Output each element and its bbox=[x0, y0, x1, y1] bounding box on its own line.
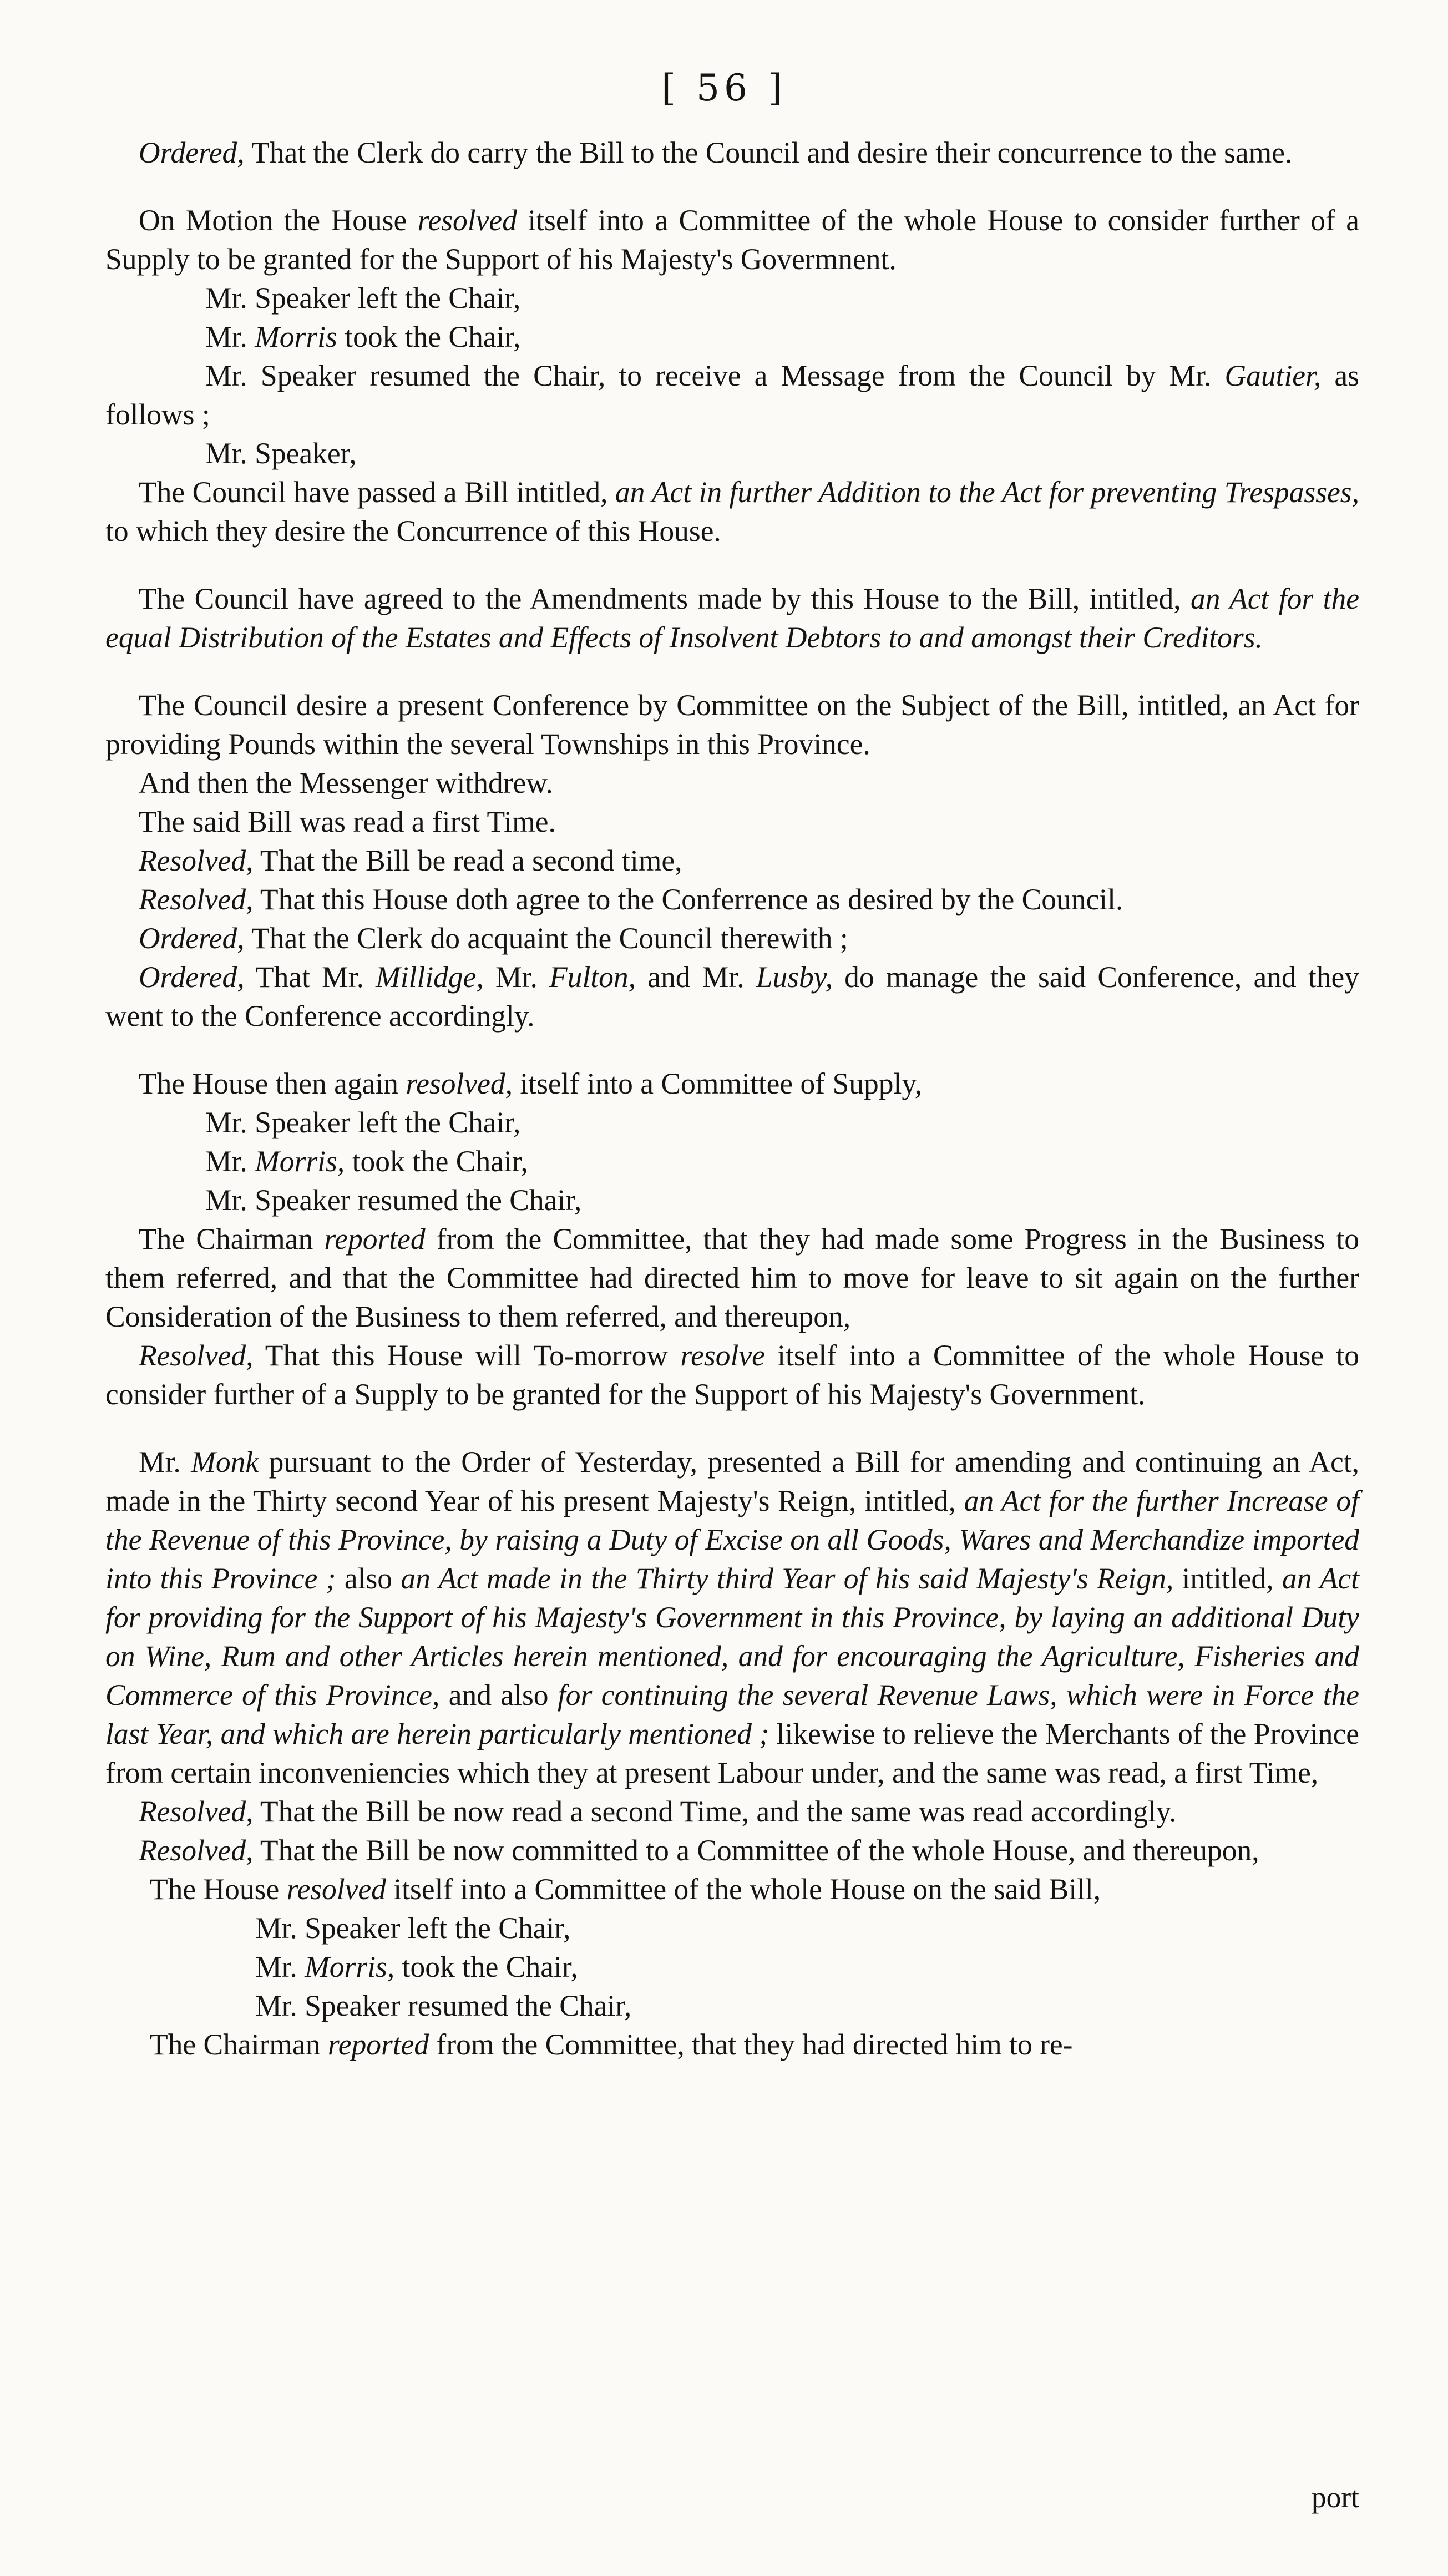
text-run: Mr. Speaker resumed the Chair, to receive a Message from the Council by Mr. bbox=[205, 359, 1225, 392]
text-run: itself into a Committee of the whole House to consider further of a Supply to be granted for the Support of his Majesty's Govermnent. bbox=[105, 204, 1360, 276]
text-run: Mr. bbox=[483, 960, 550, 994]
text-run: The House then again bbox=[139, 1067, 406, 1100]
text-run: That the Bill be now committed to a Committee of the whole House, and thereupon, bbox=[253, 1834, 1259, 1867]
text-run: That this House doth agree to the Conferrence as desired by the Council. bbox=[253, 883, 1123, 916]
paragraph bbox=[105, 1870, 1359, 1909]
text-run: and also bbox=[439, 1678, 558, 1712]
paragraph bbox=[105, 763, 1359, 802]
text-run: And then the Messenger withdrew. bbox=[139, 766, 553, 799]
italic-text: Millidge, bbox=[376, 960, 484, 994]
text-run: On Motion the House bbox=[139, 204, 418, 237]
catchword: port bbox=[1311, 2481, 1359, 2514]
italic-text: an Act for the equal Distribution of the Estates and Effects of Insolvent Debtors to and amongst their Creditors. bbox=[105, 582, 1359, 654]
paragraph bbox=[105, 880, 1359, 919]
paragraph bbox=[105, 579, 1359, 657]
italic-text: for continuing the several Revenue Laws, which were in Force the last Year, and which are herein particularly mentioned ; bbox=[105, 1678, 1359, 1750]
italic-text: Resolved, bbox=[139, 844, 254, 877]
text-run: The Council desire a present Conference by Committee on the Subject of the Bill, intitled, an Act for providing Pounds within the several Townships in this Province. bbox=[105, 689, 1359, 761]
text-run: Mr. bbox=[139, 1445, 191, 1479]
text-run: Mr. Speaker left the Chair, bbox=[205, 1106, 521, 1139]
italic-text: an Act for providing for the Support of his Majesty's Government in this Province, by laying an additional Duty on Wine, Rum and other Articles herein mentioned, and for encouraging the Agriculture, Fisheries and Commerce of this Province, bbox=[105, 1562, 1360, 1712]
italic-text: Fulton, bbox=[549, 960, 636, 994]
italic-text: Monk bbox=[191, 1445, 259, 1479]
paragraph bbox=[105, 279, 1359, 317]
italic-text: Resolved, bbox=[139, 1834, 254, 1867]
italic-text: Ordered, bbox=[139, 960, 245, 994]
text-run: intitled, bbox=[1173, 1562, 1282, 1595]
text-run: The House bbox=[150, 1872, 287, 1906]
text-run: The Council have agreed to the Amendments made by this House to the Bill, intitled, bbox=[139, 582, 1191, 615]
paragraph bbox=[105, 919, 1359, 958]
text-run: The Council have passed a Bill intitled, bbox=[139, 475, 615, 509]
paragraph bbox=[105, 686, 1359, 763]
paragraph bbox=[105, 1443, 1359, 1792]
paragraph bbox=[105, 1142, 1359, 1181]
paragraph bbox=[105, 802, 1359, 841]
paragraph bbox=[105, 1986, 1359, 2025]
text-run: took the Chair, bbox=[345, 1145, 528, 1178]
italic-text: resolved bbox=[286, 1872, 386, 1906]
text-run: Mr. Speaker, bbox=[205, 437, 357, 470]
text-run: That the Clerk do acquaint the Council therewith ; bbox=[244, 922, 848, 955]
italic-text: Resolved, bbox=[139, 883, 254, 916]
text-run: as follows ; bbox=[105, 359, 1359, 431]
italic-text: an Act made in the Thirty third Year of his said Majesty's Reign, bbox=[401, 1562, 1174, 1595]
text-run: The Chairman bbox=[150, 2028, 328, 2061]
italic-text: Resolved, bbox=[139, 1339, 254, 1372]
page-number: [ 56 ] bbox=[661, 67, 787, 109]
italic-text: Resolved, bbox=[139, 1795, 254, 1828]
text-run: from the Committee, that they had made some Progress in the Business to them referred, and that the Committee had directed him to move for leave to sit again on the further Consideration of the Business to them referred, and thereupon, bbox=[105, 1222, 1359, 1333]
paragraph bbox=[105, 1947, 1359, 1986]
italic-text: Gautier, bbox=[1224, 359, 1322, 392]
paragraph bbox=[105, 1831, 1359, 1870]
italic-text: Lusby, bbox=[756, 960, 833, 994]
text-run: itself into a Committee of Supply, bbox=[512, 1067, 923, 1100]
document-body bbox=[105, 133, 1359, 2064]
italic-text: an Act in further Addition to the Act for preventing Trespasses, bbox=[615, 475, 1359, 509]
text-run: That the Bill be now read a second Time, and the same was read accordingly. bbox=[253, 1795, 1177, 1828]
text-run: Mr. Speaker resumed the Chair, bbox=[255, 1989, 632, 2022]
text-run: The Chairman bbox=[139, 1222, 325, 1256]
paragraph bbox=[105, 356, 1359, 434]
paragraph bbox=[105, 201, 1359, 279]
italic-text: Morris bbox=[255, 320, 337, 353]
text-run: took the Chair, bbox=[337, 320, 521, 353]
text-run: to which they desire the Concurrence of this House. bbox=[105, 514, 721, 548]
italic-text: Ordered, bbox=[139, 922, 245, 955]
italic-text: an Act for the further Increase of the Revenue of this Province, by raising a Duty of Excise on all Goods, Wares and Merchandize imported into this Province ; bbox=[105, 1484, 1359, 1595]
text-run: Mr. bbox=[205, 320, 255, 353]
text-run: do manage the said Conference, and they went to the Conference accordingly. bbox=[105, 960, 1359, 1033]
text-run: and Mr. bbox=[636, 960, 756, 994]
italic-text: resolve bbox=[680, 1339, 765, 1372]
paragraph bbox=[105, 1103, 1359, 1142]
paragraph bbox=[105, 1064, 1359, 1103]
paragraph bbox=[105, 434, 1359, 473]
text-run: itself into a Committee of the whole House on the said Bill, bbox=[386, 1872, 1101, 1906]
text-run: Mr. Speaker left the Chair, bbox=[205, 281, 521, 315]
italic-text: reported bbox=[327, 2028, 429, 2061]
text-run: That this House will To-morrow bbox=[253, 1339, 681, 1372]
italic-text: Morris, bbox=[305, 1950, 395, 1983]
text-run: itself into a Committee of the whole House to consider further of a Supply to be granted for the Support of his Majesty's Government. bbox=[105, 1339, 1359, 1411]
paragraph bbox=[105, 133, 1359, 172]
italic-text: resolved, bbox=[406, 1067, 513, 1100]
text-run: Mr. Speaker left the Chair, bbox=[255, 1911, 571, 1945]
paragraph bbox=[105, 1336, 1359, 1414]
text-run: Mr. Speaker resumed the Chair, bbox=[205, 1183, 582, 1217]
paragraph bbox=[105, 473, 1359, 550]
text-run: That the Bill be read a second time, bbox=[253, 844, 682, 877]
italic-text: reported bbox=[324, 1222, 426, 1256]
paragraph bbox=[105, 1219, 1359, 1336]
text-run: The said Bill was read a first Time. bbox=[139, 805, 556, 838]
text-run: Mr. bbox=[255, 1950, 305, 1983]
text-run: likewise to relieve the Merchants of the Province from certain inconveniencies which they at present Labour under, and the same was read, a first Time, bbox=[105, 1717, 1359, 1789]
text-run: also bbox=[336, 1562, 401, 1595]
text-run: That the Clerk do carry the Bill to the Council and desire their concurrence to the same. bbox=[244, 136, 1293, 169]
italic-text: Ordered, bbox=[139, 136, 245, 169]
paragraph bbox=[105, 1909, 1359, 1947]
text-run: took the Chair, bbox=[394, 1950, 578, 1983]
text-run: That Mr. bbox=[244, 960, 376, 994]
paragraph bbox=[105, 1181, 1359, 1219]
paragraph bbox=[105, 958, 1359, 1035]
paragraph bbox=[105, 1792, 1359, 1831]
paragraph bbox=[105, 2025, 1359, 2064]
text-run: from the Committee, that they had directed him to re- bbox=[429, 2028, 1073, 2061]
paragraph bbox=[105, 841, 1359, 880]
paragraph bbox=[105, 317, 1359, 356]
italic-text: resolved bbox=[417, 204, 517, 237]
text-run: Mr. bbox=[205, 1145, 255, 1178]
text-run: pursuant to the Order of Yesterday, presented a Bill for amending and continuing an Act, made in the Thirty second Year of his present Majesty's Reign, intitled, bbox=[105, 1445, 1359, 1517]
italic-text: Morris, bbox=[255, 1145, 345, 1178]
